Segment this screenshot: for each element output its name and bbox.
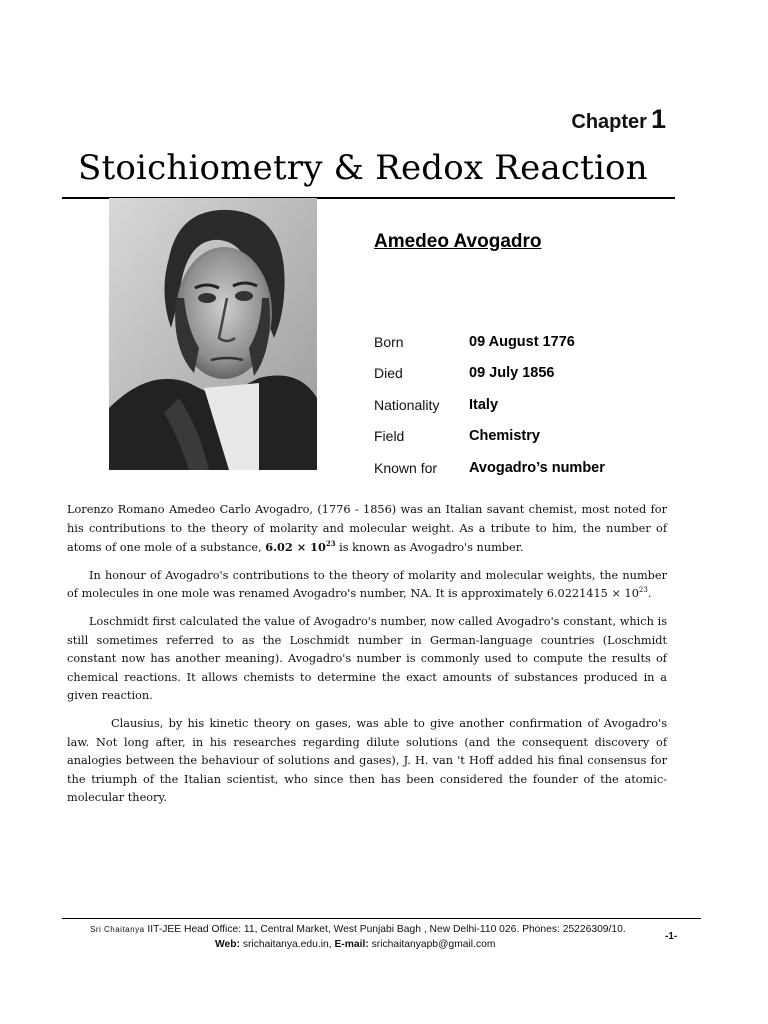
fact-value: 09 August 1776 <box>469 333 575 350</box>
facts-table <box>374 326 605 484</box>
number-base: 6.02 × 10 <box>265 540 326 555</box>
chapter-label <box>571 104 666 135</box>
fact-label: Died <box>374 365 403 382</box>
paragraph-3: Loschmidt first calculated the value of Avogadro's number, now called Avogadro's constant, which is still sometimes referred to as the Loschmidt number in German-language countries (Loschmidt constant now has another meaning). Avogadro's number is commonly used to compute the results of chemical reactions. It allows chemists to determine the exact amounts of substances produced in a given reaction. <box>67 614 667 703</box>
chapter-number: 1 <box>650 104 666 134</box>
paragraph-text: is known as Avogadro's number. <box>335 541 524 555</box>
paragraph-text: . <box>647 587 652 601</box>
paragraph-2 <box>67 567 667 604</box>
fact-label: Nationality <box>374 396 440 413</box>
page-title: Stoichiometry & Redox Reaction <box>78 148 648 188</box>
avogadro-number <box>265 540 335 554</box>
paragraph-4: Clausius, by his kinetic theory on gases, was able to give another confirmation of Avogadro's law. Not long after, in his researches regarding dilute solutions (and the consequent discovery of analogies between the behaviour of solutions and gases), J. H. van 't Hoff added his final consensus for the triumph of the Italian scientist, who since then has been considered the founder of the atomic-molecular theory. <box>67 716 667 805</box>
number-exponent: 23 <box>325 539 336 549</box>
footer-divider <box>62 918 701 919</box>
fact-row-born <box>374 326 605 358</box>
web-label: Web: <box>215 939 240 950</box>
number-exponent: 23 <box>638 586 648 595</box>
footer-contact <box>215 939 495 950</box>
scientist-name: Amedeo Avogadro <box>374 231 542 252</box>
chapter-word: Chapter <box>571 111 647 133</box>
fact-row-nationality <box>374 389 605 421</box>
page-number: -1- <box>665 931 678 942</box>
web-link[interactable]: srichaitanya.edu.in, <box>239 939 335 950</box>
footer-office-text: IIT-JEE Head Office: 11, Central Market, West Punjabi Bagh , New Delhi-110 026. Phones: 25226309/10. <box>144 924 626 935</box>
paragraph-text: Lorenzo Romano Amedeo Carlo Avogadro, (1776 - 1856) was an Italian savant chemist, most noted for his contributions to the theory of molarity and molecular weight. As a tribute to him, the number of atoms of one mole of a substance, <box>67 503 667 555</box>
paragraph-text: In honour of Avogadro's contributions to the theory of molarity and molecular weights, the number of molecules in one mole was renamed Avogadro's number, NA. It is approximately 6.0221415 × 10 <box>67 568 667 601</box>
fact-label: Field <box>374 428 405 445</box>
footer-office <box>90 924 626 935</box>
portrait-image <box>109 198 317 470</box>
fact-value: Italy <box>469 396 499 413</box>
body-text <box>67 501 667 817</box>
fact-value: Avogadro’s number <box>469 459 605 476</box>
fact-row-died <box>374 358 605 390</box>
email-link[interactable]: srichaitanyapb@gmail.com <box>368 939 496 950</box>
fact-row-known-for <box>374 452 605 484</box>
footer-brand: Sri Chaitanya <box>90 925 145 934</box>
fact-value: 09 July 1856 <box>469 365 555 382</box>
fact-label: Born <box>374 333 404 350</box>
paragraph-1 <box>67 501 667 558</box>
fact-label: Known for <box>374 459 438 476</box>
fact-row-field <box>374 421 605 453</box>
fact-value: Chemistry <box>469 428 540 445</box>
email-label: E-mail: <box>334 939 369 950</box>
